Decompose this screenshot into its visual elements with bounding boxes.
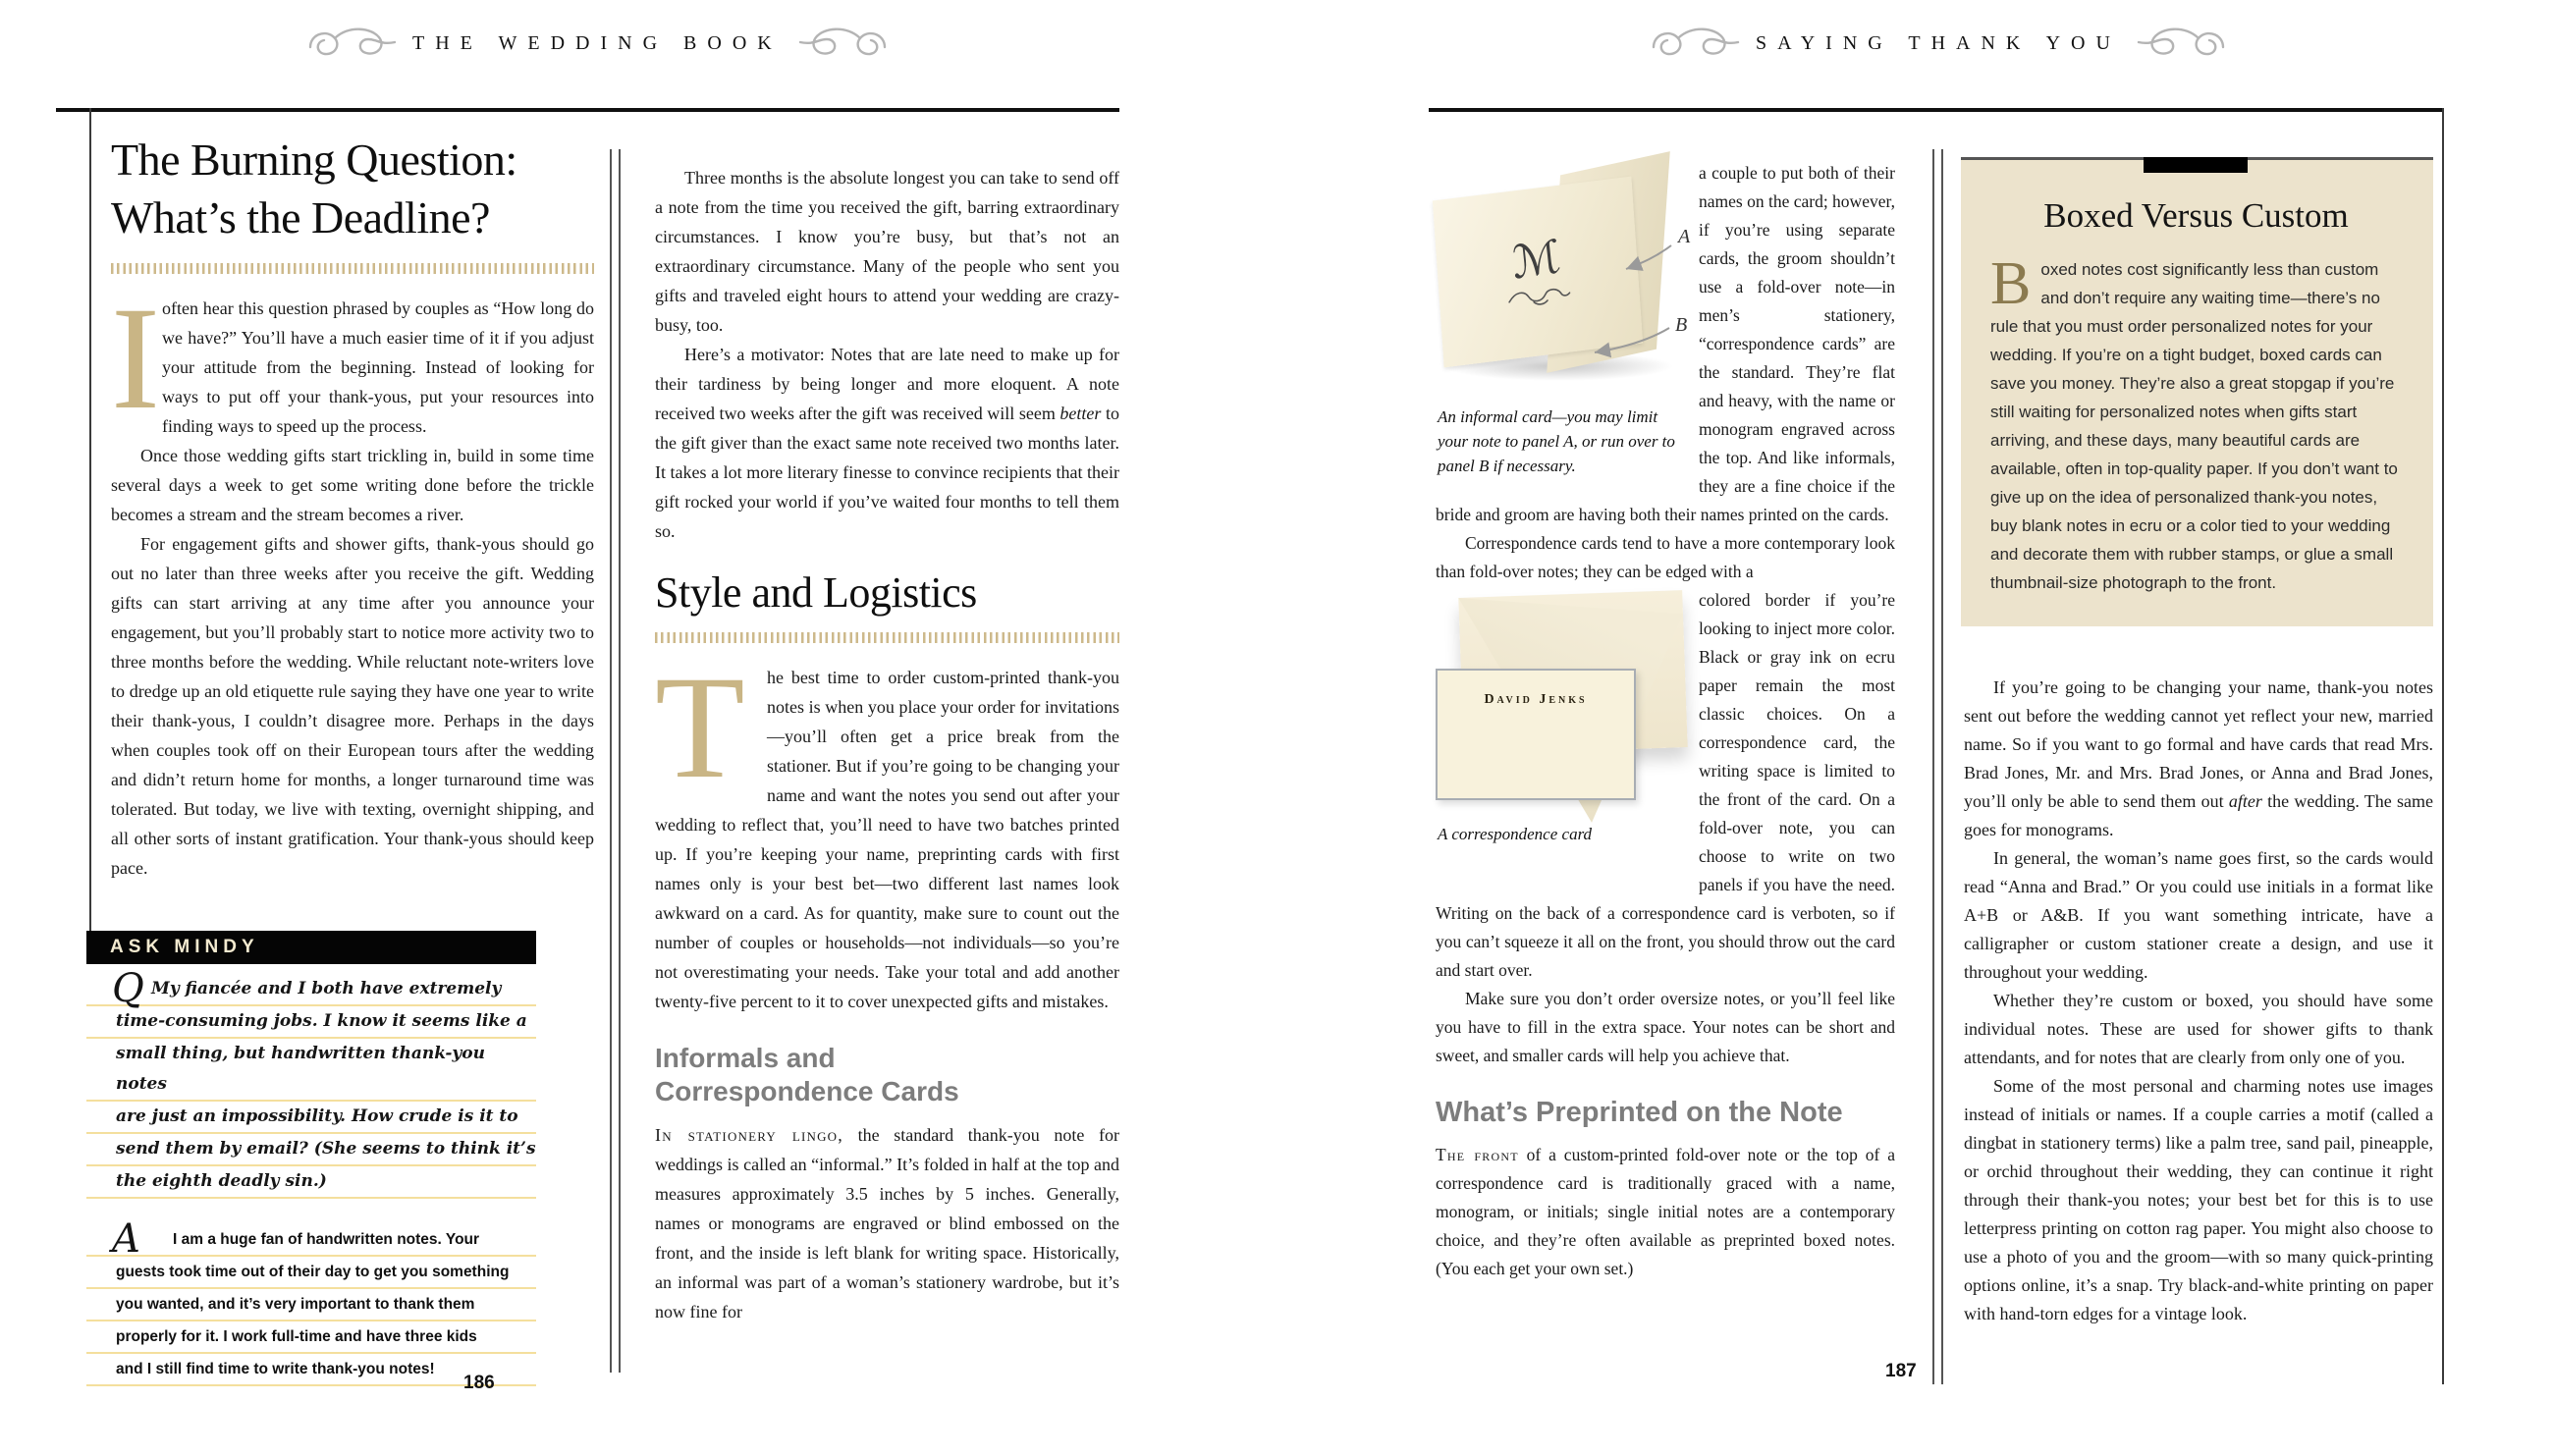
panel-arrows-icon xyxy=(1436,159,1699,393)
correspondence-card xyxy=(1436,669,1636,800)
page-number-left: 186 xyxy=(463,1373,495,1393)
sidebar-tab xyxy=(2144,157,2248,173)
section-heading: Style and Logistics xyxy=(655,568,977,617)
subhead-line1: Informals and xyxy=(655,1043,836,1074)
question-text: My fiancée and I both have extremely xyxy=(151,979,502,998)
question-line: the eighth deadly sin.) xyxy=(86,1166,536,1199)
paragraph xyxy=(655,1120,1119,1326)
paragraph: Whether they’re custom or boxed, you should have some individual notes. These are used for shower gifts to thank attendants, and for notes that are clearly from only one of you. xyxy=(1964,991,2433,1067)
small-caps-lead: The front xyxy=(1436,1145,1519,1164)
paragraph-text: Here’s a motivator: Notes that are late need to make up for their tardiness by being longer and more eloquent. A note received two weeks after the gift was received will seem xyxy=(655,345,1119,423)
article-title-line2: What’s the Deadline? xyxy=(111,191,490,243)
paragraph: Three months is the absolute longest you can take to send off a note from the time you received the gift, barring extraordinary circumstances. I know you’re busy, but that’s not an extraordinary circumstance. Many of the people who sent you gifts and traveled eight hours to attend your wedding are crazy-busy, too. xyxy=(655,168,1119,335)
paragraph-text: the wedding. The same goes for monograms. xyxy=(1964,791,2434,839)
panel-label-b: B xyxy=(1675,314,1688,336)
flourish-icon xyxy=(798,26,889,61)
flourish-icon xyxy=(2137,26,2227,61)
book-title: THE WEDDING BOOK xyxy=(412,31,783,54)
answer-line: you wanted, and it’s very important to thank them xyxy=(86,1289,536,1321)
paragraph-text: the standard thank-you note for weddings is called an “informal.” It’s folded in half at the top and measures approximately 3.5 inches by 5 inches. Generally, names or monograms are engraved or blind embossed on the front, and the inside is left blank for writing space. Historically, an informal was part of a woman’s stationery wardrobe, but it’s now fine for xyxy=(655,1125,1119,1322)
page-number-right: 187 xyxy=(1885,1361,1917,1381)
left-edge-rule xyxy=(89,108,91,931)
subhead-line2: Correspondence Cards xyxy=(655,1076,959,1107)
question-line: send them by email? (She seems to think it’s xyxy=(86,1134,536,1166)
correspondence-card-figure xyxy=(1436,590,1699,877)
paragraph: Once those wedding gifts start trickling in, build in some time several days a week to get some writing done before the trickle becomes a stream and the stream becomes a river. xyxy=(111,445,594,524)
paragraph xyxy=(1436,1141,1895,1283)
paragraph xyxy=(111,276,594,441)
ask-mindy-answer xyxy=(86,1216,536,1386)
chapter-title: SAYING THANK YOU xyxy=(1756,31,2121,54)
answer-text: I am a huge fan of handwritten notes. Your xyxy=(173,1231,480,1248)
subsection-heading xyxy=(655,1042,1119,1108)
fold-over-card-image xyxy=(1436,159,1691,393)
column-divider-left-page xyxy=(610,149,621,1373)
sidebar-text xyxy=(1990,249,2402,597)
column-divider-right-page xyxy=(1932,149,1943,1384)
dashed-rule xyxy=(655,632,1119,643)
paragraph xyxy=(1964,674,2433,844)
answer-line: guests took time out of their day to get you something xyxy=(86,1257,536,1289)
monogram: ℳ xyxy=(1509,228,1564,290)
left-page-column-2 xyxy=(655,145,1119,1326)
drop-cap: B xyxy=(1990,249,2032,317)
question-line xyxy=(86,966,536,1011)
figure-caption: A correspondence card xyxy=(1438,825,1593,843)
drop-cap: T xyxy=(655,646,745,810)
italic-word: after xyxy=(2228,791,2262,811)
paragraph xyxy=(655,340,1119,546)
card-name: David Jenks xyxy=(1484,692,1588,707)
running-head-right xyxy=(1650,26,2227,61)
answer-line xyxy=(86,1216,536,1262)
paragraph: Some of the most personal and charming notes use images instead of initials or names. If a couple carries a motif (called a dingbat in stationery terms) like a palm tree, sand pail, pineapple, or orchid throughout their wedding, they can continue it right through their thank-you notes; your best bet for this is to use letterpress printing on cotton rag paper. You might also choose to use a photo of you and the groom—with so many quick-printing options online, it’s a snap. Try black-and-white printing on paper with hand-torn edges for a vintage look. xyxy=(1964,1076,2433,1323)
boxed-versus-custom-sidebar xyxy=(1961,157,2433,626)
drop-cap: I xyxy=(111,276,160,440)
envelope-card-image xyxy=(1436,590,1693,808)
question-glyph: Q xyxy=(112,966,144,1011)
answer-glyph: A xyxy=(112,1216,140,1262)
small-caps-lead: In stationery lingo, xyxy=(655,1125,843,1146)
right-edge-rule xyxy=(2442,108,2444,1384)
paragraph: a couple to put both of their names on the card; however, if you’re using separate cards, the groom shouldn’t use a fold-over note—in men’s stationery, “correspondence cards” are the standard. They’re flat and heavy, with the name or monogram engraved across the top. And like informals, they are a fine choice if the bride and groom are having both their names printed on the cards. xyxy=(1436,163,1895,524)
ask-mindy-question xyxy=(86,966,536,1199)
paragraph: Correspondence cards tend to have a more contemporary look than fold-over notes; they can be edged with a xyxy=(1436,533,1895,581)
question-line: small thing, but handwritten thank-you notes xyxy=(86,1039,536,1102)
sidebar-title: Boxed Versus Custom xyxy=(2043,196,2349,235)
flourish-icon xyxy=(306,26,397,61)
informal-card-figure xyxy=(1436,159,1699,485)
paragraph-text: If you’re going to be changing your name, thank-you notes sent out before the wedding cannot yet reflect your new, married name. So if you want to go formal and have cards that read Mrs. Brad Jones, Mr. and Mrs. Brad Jones, or Anna and Brad Jones, you’ll only be able to send them out xyxy=(1964,677,2433,811)
question-line: time-consuming jobs. I know it seems like a xyxy=(86,1006,536,1039)
paragraph-text: often hear this question phrased by couples as “How long do we have?” You’ll have a much easier time of it if you adjust your attitude from the beginning. Instead of looking for ways to put off your thank-yous, put your resources into finding ways to speed up the process. xyxy=(162,297,594,436)
ask-mindy-header: ASK MINDY xyxy=(86,931,536,964)
answer-line: and I still find time to write thank-you notes! xyxy=(86,1354,536,1386)
flourish-icon xyxy=(1650,26,1740,61)
paragraph-text: he best time to order custom-printed thank-you notes is when you place your order for invitations—you’ll often get a price break from the stationer. But if you’re going to be changing your name and want the notes you send out after your wedding to reflect that, you’ll need to have two batches printed up. If you’re keeping your name, preprinting cards with first names only is your best bet—two different last names look awkward on a card. As for quantity, make sure to count out the number of couples or households—not individuals—so you’re not overestimating your needs. Take your total and add another twenty-five percent to it to cover unexpected gifts and mistakes. xyxy=(655,668,1119,1012)
paragraph: For engagement gifts and shower gifts, thank-yous should go out no later than three weeks after you receive the gift. Wedding gifts can start arriving at any time after you announce your engagement, but you’ll probably start to notice more activity two to three months before the wedding. While reluctant note-writers love to dredge up an old etiquette rule saying they have one year to write their thank-yous, I couldn’t disagree more. Perhaps in the days when couples took off on their European tours after the wedding and didn’t return home for months, a longer turnaround time was tolerated. But today, we live with texting, overnight shipping, and all other sorts of instant gratification. Your thank-yous should keep pace. xyxy=(111,533,594,878)
subsection-heading: What’s Preprinted on the Note xyxy=(1436,1097,1843,1128)
left-page-column-1 xyxy=(111,118,594,883)
paragraph-text: of a custom-printed fold-over note or the top of a correspondence card is traditionally graced with a name, monogram, or initials; single initial notes are a contemporary choice, and they’re often available as preprinted boxed notes. (You each get your own set.) xyxy=(1436,1145,1895,1278)
paragraph: In general, the woman’s name goes first, so the cards would read “Anna and Brad.” Or you could use initials in a format like A+B or A&B. If you want something intricate, have a calligrapher or custom stationer create a design, and use it throughout your wedding. xyxy=(1964,848,2433,982)
question-line: are just an impossibility. How crude is it to xyxy=(86,1102,536,1134)
article-title xyxy=(111,132,594,247)
ask-mindy-sidebar xyxy=(86,931,536,1386)
article-title-line1: The Burning Question: xyxy=(111,135,517,185)
panel-label-a: A xyxy=(1678,226,1691,247)
right-page-column-2 xyxy=(1964,674,2433,1328)
italic-word: better xyxy=(1059,404,1102,423)
dashed-rule xyxy=(111,263,594,274)
top-rule-right-page xyxy=(1429,108,2443,112)
paragraph xyxy=(655,646,1119,1016)
paragraph: Make sure you don’t order oversize notes, or you’ll feel like you have to fill in the extra space. Your notes can be short and sweet, and smaller cards will help you achieve that. xyxy=(1436,989,1895,1065)
paragraph-text: to the gift giver than the exact same note received two months later. It takes a lot more literary finesse to convince recipients that their gift rocked your world if you’ve waited four months to tell them so. xyxy=(655,404,1119,541)
figure-caption: An informal card—you may limit your note to panel A, or run over to panel B if necessary. xyxy=(1438,407,1675,475)
running-head-left xyxy=(306,26,889,61)
answer-line: properly for it. I work full-time and have three kids xyxy=(86,1321,536,1354)
right-page-column-1 xyxy=(1436,145,1895,1283)
paragraph: colored border if you’re looking to inject more color. Black or gray ink on ecru paper remain the most classic choices. On a correspondence card, the writing space is limited to the front of the card. On a fold-over note, you can choose to write on two panels if you have the need. Writing on the back of a correspondence card is verboten, so if you can’t squeeze it all on the front, you should throw out the card and start over. xyxy=(1436,590,1895,980)
top-rule-left-page xyxy=(56,108,1119,112)
sidebar-body-text: oxed notes cost significantly less than custom and don’t require any waiting time—there’s no rule that you must order personalized notes for your wedding. If you’re on a tight budget, boxed cards can save you money. They’re also a great stopgap if you’re still waiting for personalized notes when gifts start arriving, and these days, many beautiful cards are available, often in top-quality paper. If you don’t want to give up on the idea of personalized thank-you notes, buy blank notes in ecru or a color tied to your wedding and decorate them with rubber stamps, or glue a small thumbnail-size photograph to the front. xyxy=(1990,259,2398,592)
